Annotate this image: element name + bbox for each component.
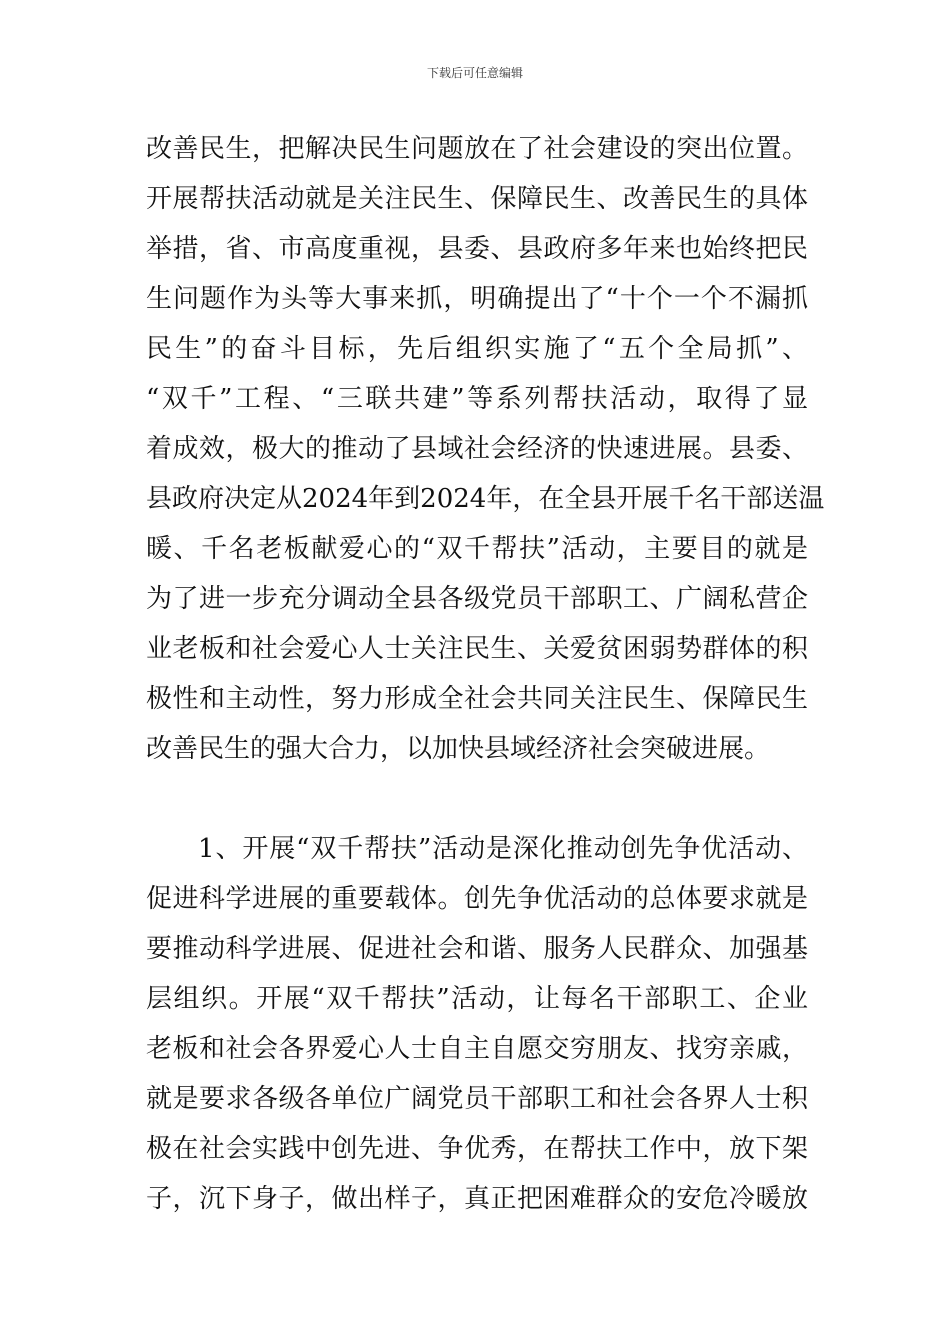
text-line: 1、开展“双千帮扶”活动是深化推动创先争优活动、 (198, 834, 808, 864)
text-line: 生问题作为头等大事来抓，明确提出了“十个一个不漏抓 (146, 284, 808, 314)
paragraph-2 (146, 824, 808, 1224)
text-line: 要推动科学进展、促进社会和谐、服务人民群众、加强基 (146, 934, 808, 964)
text-line: 举措，省、市高度重视，县委、县政府多年来也始终把民 (146, 234, 808, 264)
text-line: 子，沉下身子，做出样子，真正把困难群众的安危冷暖放 (146, 1184, 808, 1214)
text-line: 极在社会实践中创先进、争优秀，在帮扶工作中，放下架 (146, 1134, 808, 1164)
text-line: 为了进一步充分调动全县各级党员干部职工、广阔私营企 (146, 584, 808, 614)
text-line: 极性和主动性，努力形成全社会共同关注民生、保障民生 (146, 684, 808, 714)
text-line: 民生”的奋斗目标，先后组织实施了“五个全局抓”、 (146, 334, 808, 364)
paragraph-1 (146, 124, 825, 774)
text-line: 改善民生的强大合力，以加快县域经济社会突破进展。 (146, 734, 771, 764)
page-header: 下载后可任意编辑 (426, 66, 523, 80)
text-line: 业老板和社会爱心人士关注民生、关爱贫困弱势群体的积 (146, 634, 808, 664)
text-line: 改善民生，把解决民生问题放在了社会建设的突出位置。 (146, 134, 808, 164)
text-line: 县政府决定从2024年到2024年，在全县开展千名干部送温 (146, 484, 825, 514)
text-line: 就是要求各级各单位广阔党员干部职工和社会各界人士积 (146, 1084, 808, 1114)
text-line: 暖、千名老板献爱心的“双千帮扶”活动，主要目的就是 (146, 534, 808, 564)
text-line: “双千”工程、“三联共建”等系列帮扶活动，取得了显 (146, 384, 808, 414)
text-line: 开展帮扶活动就是关注民生、保障民生、改善民生的具体 (146, 184, 808, 214)
text-line: 促进科学进展的重要载体。创先争优活动的总体要求就是 (146, 884, 808, 914)
text-line: 老板和社会各界爱心人士自主自愿交穷朋友、找穷亲戚， (146, 1034, 808, 1064)
text-line: 着成效，极大的推动了县域社会经济的快速进展。县委、 (146, 434, 808, 464)
text-line: 层组织。开展“双千帮扶”活动，让每名干部职工、企业 (146, 984, 808, 1014)
